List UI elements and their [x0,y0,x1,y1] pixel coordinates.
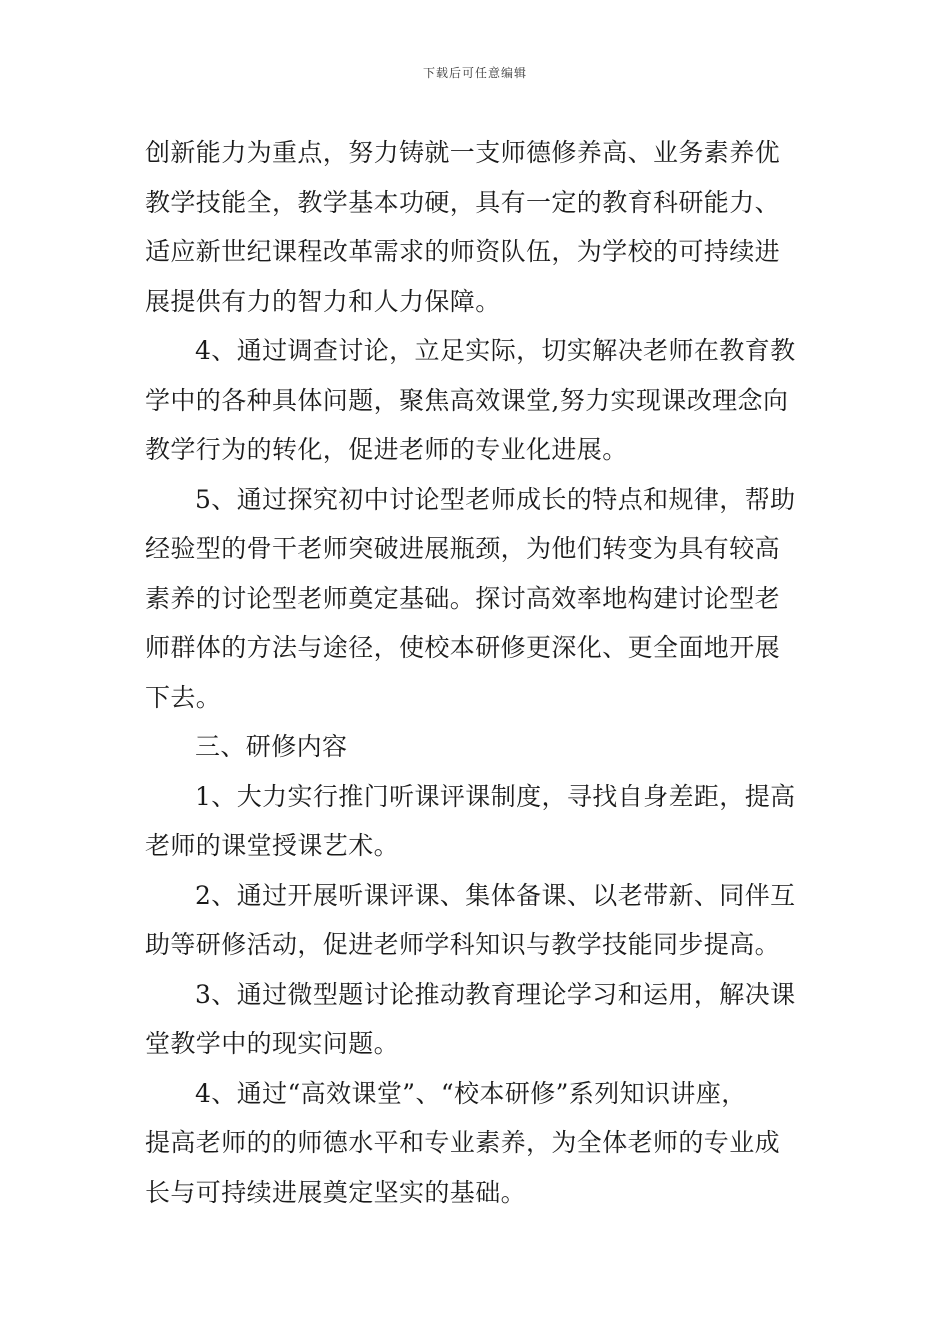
text-line: 1、大力实行推门听课评课制度，寻找自身差距，提高 [195,781,796,811]
text-line: 学中的各种具体问题，聚焦高效课堂,努力实现课改理念向 [145,385,789,415]
text-line: 三、研修内容 [195,732,348,761]
text-line: 师群体的方法与途径，使校本研修更深化、更全面地开展 [145,633,781,662]
text-line: 4、通过调查讨论，立足实际，切实解决老师在教育教 [195,336,796,365]
text-line: 2、通过开展听课评课、集体备课、以老带新、同伴互 [195,880,796,910]
text-line: 展提供有力的智力和人力保障。 [145,286,501,316]
text-line: 经验型的骨干老师突破进展瓶颈，为他们转变为具有较高 [145,534,781,563]
text-line: 下去。 [145,682,222,712]
text-line: 4、通过“高效课堂”、“校本研修”系列知识讲座， [195,1078,747,1108]
text-line: 教学技能全，教学基本功硬，具有一定的教育科研能力、 [145,187,781,217]
text-line: 适应新世纪课程改革需求的师资队伍，为学校的可持续进 [145,237,781,266]
text-line: 教学行为的转化，促进老师的专业化进展。 [145,435,628,464]
page-header: 下载后可任意编辑 [422,66,527,80]
text-line: 堂教学中的现实问题。 [145,1029,400,1058]
text-line: 提高老师的的师德水平和专业素养，为全体老师的专业成 [145,1128,781,1157]
text-line: 3、通过微型题讨论推动教育理论学习和运用，解决课 [195,979,796,1009]
document-body [145,128,810,1217]
text-line: 长与可持续进展奠定坚实的基础。 [145,1177,527,1207]
text-line: 素养的讨论型老师奠定基础。探讨高效率地构建讨论型老 [145,583,781,613]
text-line: 5、通过探究初中讨论型老师成长的特点和规律，帮助 [195,484,796,514]
text-line: 助等研修活动，促进老师学科知识与教学技能同步提高。 [145,930,781,959]
text-line: 创新能力为重点，努力铸就一支师德修养高、业务素养优 [145,138,781,167]
text-line: 老师的课堂授课艺术。 [145,831,400,860]
